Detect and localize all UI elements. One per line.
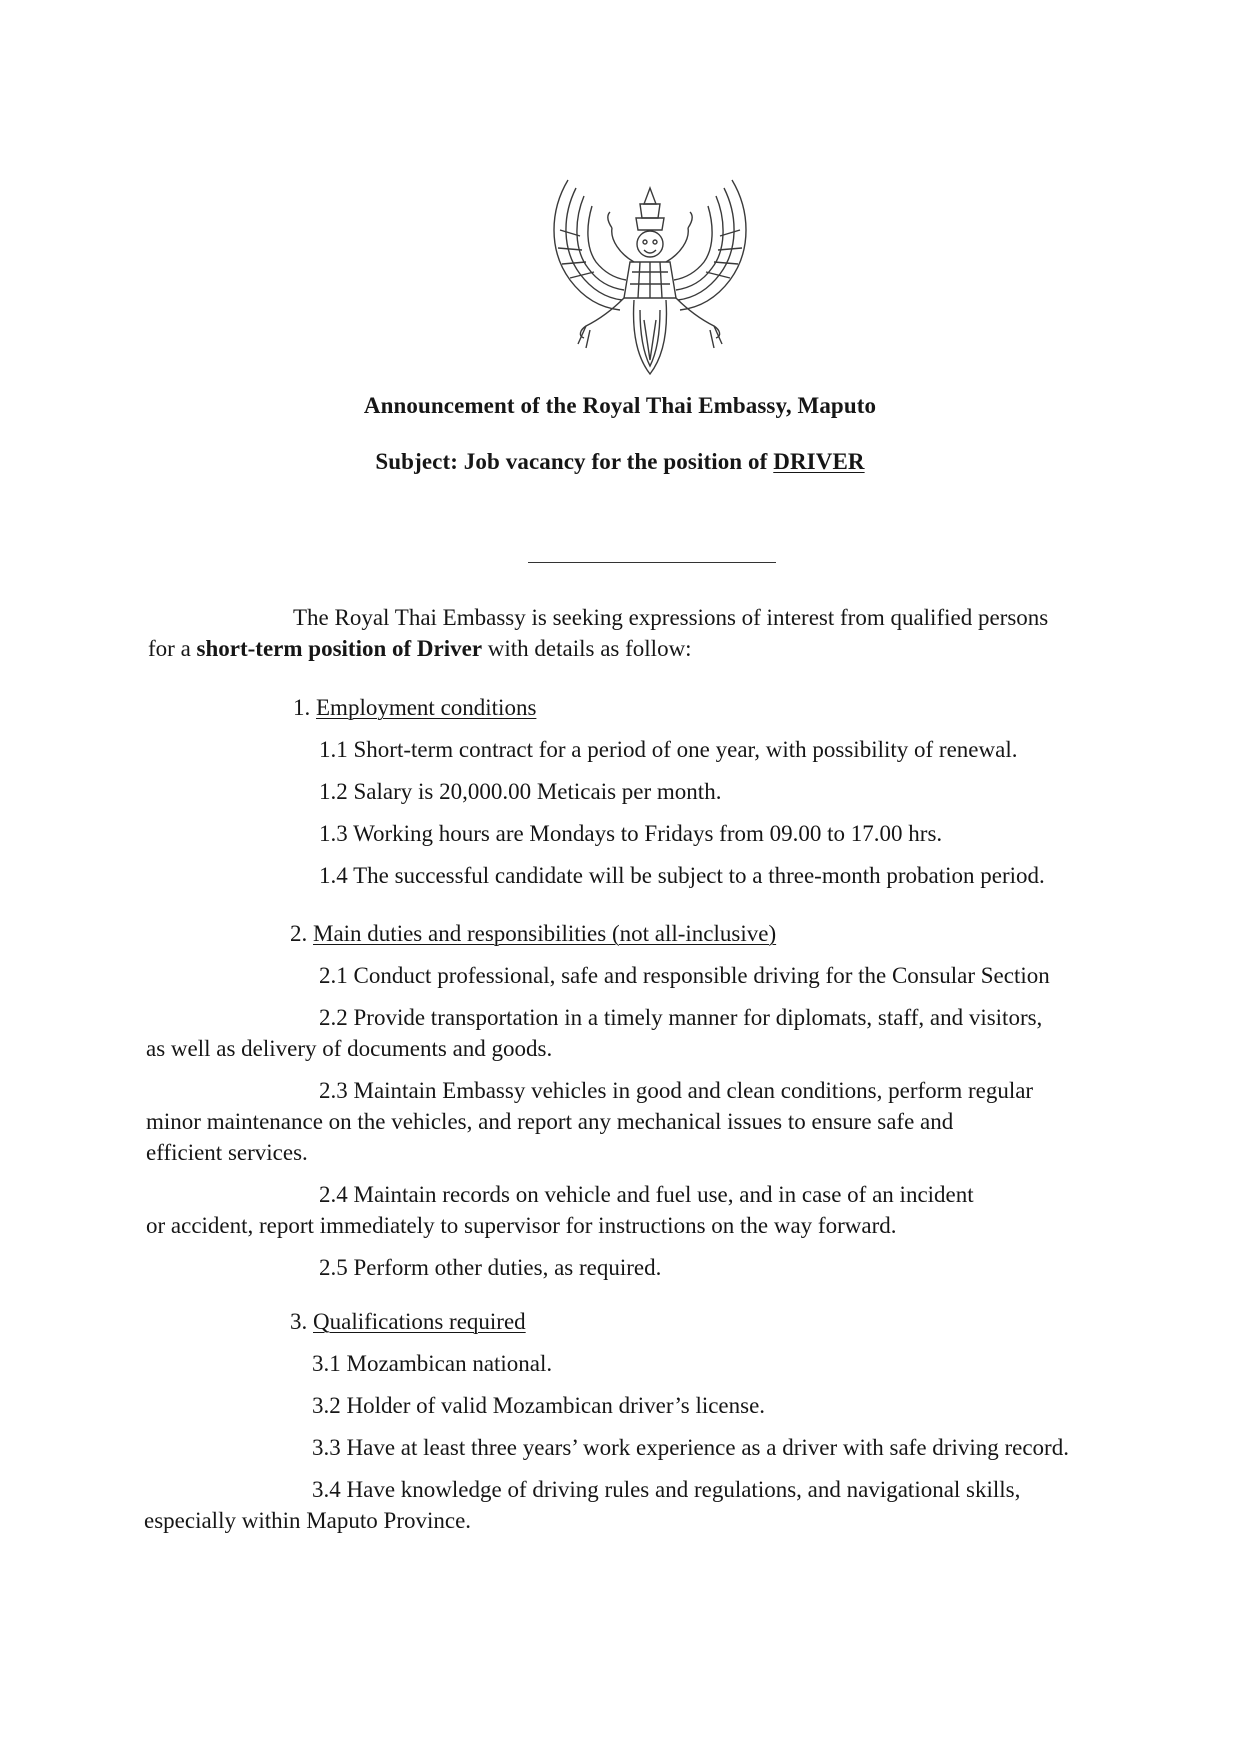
list-item: 1.3 Working hours are Mondays to Fridays from 09.00 to 17.00 hrs. [319,821,943,846]
list-item-continued: minor maintenance on the vehicles, and report any mechanical issues to ensure safe and [146,1109,954,1134]
intro-post: with details as follow: [482,636,692,661]
section-heading-text: Employment conditions [316,695,537,720]
subject-position: DRIVER [773,449,865,474]
section-heading-duties [290,920,776,948]
list-item: 2.5 Perform other duties, as required. [319,1255,662,1280]
announcement-title: Announcement of the Royal Thai Embassy, Maputo [363,393,877,418]
list-item: 2.2 Provide transportation in a timely manner for diplomats, staff, and visitors, [319,1005,1043,1030]
list-item-continued: especially within Maputo Province. [144,1508,472,1533]
intro-bold: short-term position of Driver [196,636,483,661]
list-item: 3.1 Mozambican national. [312,1351,553,1376]
section-number: 1. [293,695,316,720]
list-item: 3.2 Holder of valid Mozambican driver’s license. [312,1393,766,1418]
section-heading-text: Main duties and responsibilities (not all-inclusive) [313,921,777,946]
section-number: 2. [290,921,313,946]
intro-line-1: The Royal Thai Embassy is seeking expressions of interest from qualified persons [293,605,1049,630]
list-item: 3.3 Have at least three years’ work experience as a driver with safe driving record. [312,1435,1069,1460]
section-number: 3. [290,1309,313,1334]
intro-pre: for a [148,636,197,661]
garuda-emblem-icon [540,170,760,388]
list-item: 1.2 Salary is 20,000.00 Meticais per month. [319,779,722,804]
section-heading-employment [293,694,536,722]
list-item: 2.4 Maintain records on vehicle and fuel use, and in case of an incident [319,1182,974,1207]
list-item: 1.4 The successful candidate will be subject to a three-month probation period. [319,863,1045,888]
list-item: 2.3 Maintain Embassy vehicles in good and clean conditions, perform regular [319,1078,1034,1103]
list-item-continued: efficient services. [146,1140,308,1165]
subject-line [0,449,1240,475]
intro-line-2 [148,635,692,663]
list-item: 2.1 Conduct professional, safe and responsible driving for the Consular Section [319,963,1050,988]
section-heading-qualifications [290,1308,526,1336]
title-divider [528,562,776,563]
list-item: 1.1 Short-term contract for a period of one year, with possibility of renewal. [319,737,1018,762]
section-heading-text: Qualifications required [313,1309,526,1334]
list-item: 3.4 Have knowledge of driving rules and regulations, and navigational skills, [312,1477,1021,1502]
subject-prefix: Subject: Job vacancy for the position of [375,449,774,474]
list-item-continued: as well as delivery of documents and goods. [146,1036,553,1061]
list-item-continued: or accident, report immediately to supervisor for instructions on the way forward. [146,1213,897,1238]
